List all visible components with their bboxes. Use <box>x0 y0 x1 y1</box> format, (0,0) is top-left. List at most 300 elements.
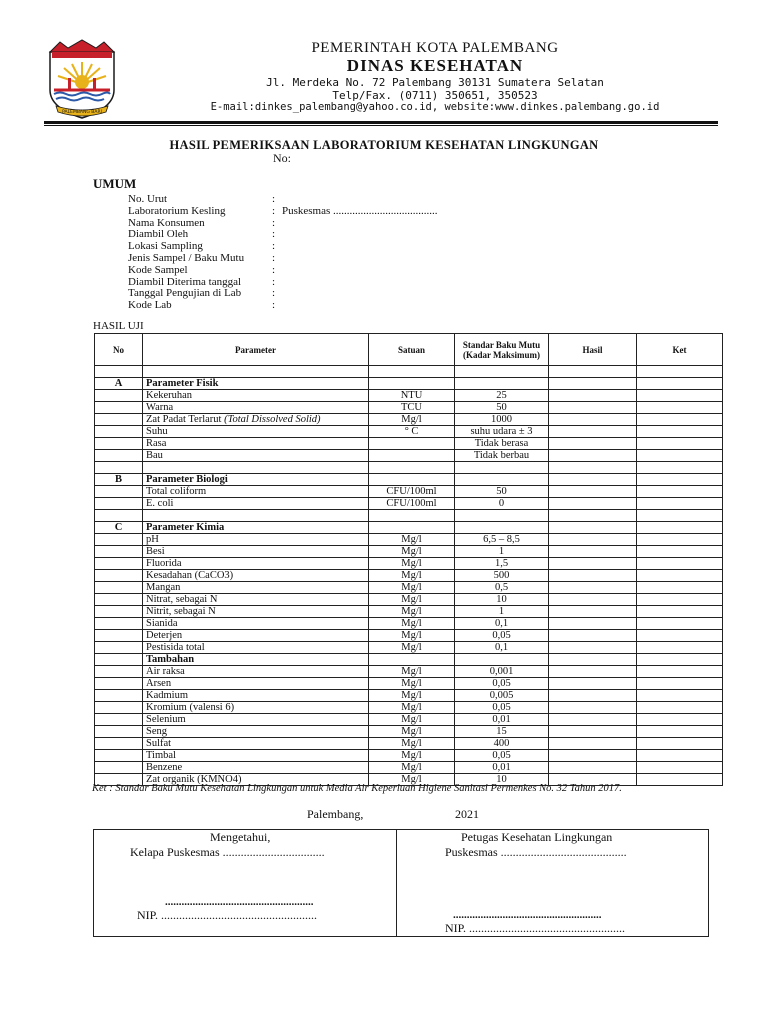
cell-parameter <box>143 462 369 474</box>
table-row <box>95 594 723 606</box>
svg-text:PALEMBANG BARI: PALEMBANG BARI <box>62 110 102 115</box>
cell-satuan: Mg/l <box>369 558 455 570</box>
cell-standar <box>455 654 549 666</box>
phone-fax-line: Telp/Fax. (0711) 350651, 350523 <box>332 89 538 102</box>
cell-no <box>95 690 143 702</box>
parameter-text: Warna <box>146 402 174 413</box>
cell-hasil[interactable] <box>549 450 637 462</box>
cell-ket[interactable] <box>637 606 723 618</box>
header-rule-thin <box>44 125 718 126</box>
parameter-text: Bau <box>146 450 163 461</box>
table-row <box>95 414 723 426</box>
table-row <box>95 486 723 498</box>
cell-no <box>95 462 143 474</box>
cell-satuan <box>369 654 455 666</box>
table-row <box>95 678 723 690</box>
cell-satuan: Mg/l <box>369 762 455 774</box>
cell-no: B <box>95 474 143 486</box>
sig-left-heading: Mengetahui, <box>210 830 271 844</box>
cell-hasil[interactable] <box>549 594 637 606</box>
cell-ket[interactable] <box>637 714 723 726</box>
sig-right-name-line: ...................................................... <box>453 909 602 921</box>
info-colon: : <box>272 228 276 241</box>
cell-satuan: Mg/l <box>369 546 455 558</box>
cell-parameter <box>143 762 369 774</box>
info-colon: : <box>272 193 276 205</box>
cell-no <box>95 582 143 594</box>
cell-no <box>95 702 143 714</box>
cell-standar <box>455 474 549 486</box>
cell-parameter <box>143 486 369 498</box>
cell-standar <box>455 378 549 390</box>
cell-no <box>95 654 143 666</box>
parameter-text: Kesadahan (CaCO3) <box>146 570 234 581</box>
cell-satuan: Mg/l <box>369 606 455 618</box>
cell-parameter <box>143 402 369 414</box>
table-row <box>95 606 723 618</box>
cell-standar: 400 <box>455 738 549 750</box>
cell-parameter <box>143 618 369 630</box>
header-rule-thick <box>44 121 718 124</box>
table-row <box>95 474 723 486</box>
table-row <box>95 582 723 594</box>
cell-standar: 0,05 <box>455 750 549 762</box>
cell-standar: 0,5 <box>455 582 549 594</box>
cell-no <box>95 402 143 414</box>
parameter-text: Rasa <box>146 438 167 449</box>
cell-ket[interactable] <box>637 750 723 762</box>
parameter-text: E. coli <box>146 498 174 509</box>
cell-hasil[interactable] <box>549 462 637 474</box>
cell-satuan: Mg/l <box>369 582 455 594</box>
parameter-text: Kadmium <box>146 690 188 701</box>
cell-hasil[interactable] <box>549 438 637 450</box>
cell-ket[interactable] <box>637 534 723 546</box>
table-row <box>95 654 723 666</box>
table-row <box>95 534 723 546</box>
cell-satuan <box>369 366 455 378</box>
parameter-text: Total coliform <box>146 486 207 497</box>
cell-hasil[interactable] <box>549 678 637 690</box>
table-row <box>95 666 723 678</box>
cell-satuan: Mg/l <box>369 690 455 702</box>
cell-ket[interactable] <box>637 690 723 702</box>
cell-ket[interactable] <box>637 642 723 654</box>
cell-standar <box>455 522 549 534</box>
cell-hasil[interactable] <box>549 606 637 618</box>
cell-ket[interactable] <box>637 738 723 750</box>
cell-hasil[interactable] <box>549 426 637 438</box>
cell-satuan <box>369 522 455 534</box>
cell-parameter <box>143 366 369 378</box>
cell-parameter <box>143 390 369 402</box>
parameter-text: Nitrat, sebagai N <box>146 594 218 605</box>
cell-standar: 0,05 <box>455 678 549 690</box>
table-row <box>95 366 723 378</box>
header-satuan: Satuan <box>369 334 455 366</box>
cell-parameter <box>143 714 369 726</box>
cell-ket[interactable] <box>637 702 723 714</box>
sig-left-nip: NIP. .................................................... <box>137 908 318 922</box>
cell-ket[interactable] <box>637 558 723 570</box>
cell-standar: 25 <box>455 390 549 402</box>
cell-ket[interactable] <box>637 510 723 522</box>
cell-no <box>95 390 143 402</box>
cell-no <box>95 510 143 522</box>
table-row <box>95 450 723 462</box>
cell-no <box>95 366 143 378</box>
cell-parameter <box>143 738 369 750</box>
table-row <box>95 438 723 450</box>
info-label: Diambil Diterima tanggal <box>128 275 242 288</box>
section-heading-umum: UMUM <box>93 176 137 191</box>
email-website-line: E-mail:dinkes_palembang@yahoo.co.id, website:www.dinkes.palembang.go.id <box>210 101 660 113</box>
cell-satuan: Mg/l <box>369 774 455 786</box>
cell-standar: 0,1 <box>455 642 549 654</box>
table-row <box>95 618 723 630</box>
cell-no <box>95 726 143 738</box>
info-label: Tanggal Pengujian di Lab <box>128 287 242 300</box>
header-hasil: Hasil <box>549 334 637 366</box>
sig-right-nip: NIP. .................................................... <box>445 921 626 935</box>
cell-satuan <box>369 462 455 474</box>
cell-no <box>95 558 143 570</box>
cell-no <box>95 750 143 762</box>
cell-standar: 15 <box>455 726 549 738</box>
parameter-text: Zat Padat Terlarut <box>146 414 225 425</box>
cell-hasil[interactable] <box>549 762 637 774</box>
table-row <box>95 546 723 558</box>
cell-hasil[interactable] <box>549 366 637 378</box>
cell-no <box>95 678 143 690</box>
cell-hasil[interactable] <box>549 378 637 390</box>
parameter-text: Air raksa <box>146 666 185 677</box>
cell-parameter <box>143 498 369 510</box>
cell-parameter <box>143 750 369 762</box>
cell-satuan: Mg/l <box>369 594 455 606</box>
sig-right-heading: Petugas Kesehatan Lingkungan <box>461 830 613 844</box>
cell-satuan: Mg/l <box>369 642 455 654</box>
signature-divider <box>396 829 397 936</box>
cell-hasil[interactable] <box>549 474 637 486</box>
cell-no <box>95 498 143 510</box>
parameter-text: Mangan <box>146 582 181 593</box>
cell-no <box>95 534 143 546</box>
cell-hasil[interactable] <box>549 582 637 594</box>
cell-satuan: Mg/l <box>369 702 455 714</box>
cell-hasil[interactable] <box>549 630 637 642</box>
cell-satuan: Mg/l <box>369 666 455 678</box>
cell-no <box>95 630 143 642</box>
cell-ket[interactable] <box>637 426 723 438</box>
parameter-text: Seng <box>146 726 167 737</box>
cell-no: C <box>95 522 143 534</box>
cell-satuan: Mg/l <box>369 714 455 726</box>
cell-hasil[interactable] <box>549 666 637 678</box>
cell-satuan: ° C <box>369 426 455 438</box>
cell-satuan <box>369 510 455 522</box>
cell-hasil[interactable] <box>549 702 637 714</box>
sig-left-role: Kelapa Puskesmas .................................. <box>130 845 325 859</box>
cell-satuan: Mg/l <box>369 750 455 762</box>
cell-ket[interactable] <box>637 438 723 450</box>
cell-ket[interactable] <box>637 498 723 510</box>
cell-standar: 0,05 <box>455 702 549 714</box>
cell-standar <box>455 510 549 522</box>
address-line: Jl. Merdeka No. 72 Palembang 30131 Sumatera Selatan <box>266 76 604 89</box>
cell-ket[interactable] <box>637 462 723 474</box>
header-parameter: Parameter <box>143 334 369 366</box>
cell-hasil[interactable] <box>549 654 637 666</box>
cell-ket[interactable] <box>637 666 723 678</box>
document-number: No: <box>273 151 291 165</box>
table-row <box>95 690 723 702</box>
cell-satuan: Mg/l <box>369 618 455 630</box>
cell-parameter <box>143 594 369 606</box>
cell-standar: 1000 <box>455 414 549 426</box>
cell-hasil[interactable] <box>549 498 637 510</box>
info-label: No. Urut <box>128 193 168 205</box>
cell-parameter <box>143 474 369 486</box>
table-row <box>95 726 723 738</box>
header-no: No <box>95 334 143 366</box>
cell-no <box>95 414 143 426</box>
table-row <box>95 762 723 774</box>
parameter-text: Timbal <box>146 750 176 761</box>
cell-no <box>95 606 143 618</box>
cell-parameter <box>143 582 369 594</box>
table-row <box>95 630 723 642</box>
cell-ket[interactable] <box>637 378 723 390</box>
government-name: PEMERINTAH KOTA PALEMBANG <box>311 40 559 56</box>
table-row <box>95 558 723 570</box>
info-label: Nama Konsumen <box>128 216 205 229</box>
parameter-text: Parameter Kimia <box>146 522 225 533</box>
cell-no <box>95 450 143 462</box>
cell-no <box>95 594 143 606</box>
cell-satuan: Mg/l <box>369 630 455 642</box>
cell-no <box>95 486 143 498</box>
cell-standar: 0,01 <box>455 762 549 774</box>
cell-ket[interactable] <box>637 678 723 690</box>
sig-right-role: Puskesmas .......................................... <box>445 845 627 859</box>
cell-satuan <box>369 474 455 486</box>
cell-hasil[interactable] <box>549 738 637 750</box>
cell-standar <box>455 462 549 474</box>
info-label: Laboratorium Kesling <box>128 204 226 217</box>
cell-ket[interactable] <box>637 414 723 426</box>
cell-ket[interactable] <box>637 486 723 498</box>
cell-parameter <box>143 414 369 426</box>
info-colon: : <box>272 216 276 229</box>
sig-left-name-line: ...................................................... <box>165 896 314 908</box>
cell-parameter <box>143 450 369 462</box>
cell-ket[interactable] <box>637 654 723 666</box>
cell-hasil[interactable] <box>549 714 637 726</box>
table-row <box>95 426 723 438</box>
cell-standar: 10 <box>455 594 549 606</box>
cell-standar: 1 <box>455 606 549 618</box>
cell-no: A <box>95 378 143 390</box>
parameter-text: Besi <box>146 546 165 557</box>
parameter-text: Sianida <box>146 618 178 629</box>
cell-ket[interactable] <box>637 762 723 774</box>
cell-standar: 0,005 <box>455 690 549 702</box>
parameter-text: Nitrit, sebagai N <box>146 606 216 617</box>
cell-no <box>95 738 143 750</box>
info-colon: : <box>272 263 276 276</box>
cell-ket[interactable] <box>637 366 723 378</box>
cell-ket[interactable] <box>637 390 723 402</box>
cell-hasil[interactable] <box>549 534 637 546</box>
cell-standar: Tidak berbau <box>455 450 549 462</box>
cell-hasil[interactable] <box>549 510 637 522</box>
cell-no <box>95 762 143 774</box>
table-row <box>95 522 723 534</box>
cell-ket[interactable] <box>637 582 723 594</box>
cell-satuan: Mg/l <box>369 678 455 690</box>
cell-ket[interactable] <box>637 570 723 582</box>
cell-satuan <box>369 438 455 450</box>
cell-standar: 0,1 <box>455 618 549 630</box>
cell-standar: 0,01 <box>455 714 549 726</box>
cell-ket[interactable] <box>637 474 723 486</box>
info-label: Lokasi Sampling <box>128 240 203 253</box>
cell-hasil[interactable] <box>549 390 637 402</box>
cell-ket[interactable] <box>637 726 723 738</box>
parameter-italic-text: (Total Dissolved Solid) <box>224 414 321 425</box>
parameter-text: Selenium <box>146 714 186 725</box>
cell-parameter <box>143 570 369 582</box>
section-heading-hasil-uji: HASIL UJI <box>93 320 144 332</box>
cell-standar: 1 <box>455 546 549 558</box>
place-label: Palembang, <box>307 807 364 821</box>
parameter-text: Arsen <box>146 678 172 689</box>
cell-no <box>95 438 143 450</box>
parameter-text: Parameter Biologi <box>146 474 228 485</box>
cell-parameter <box>143 666 369 678</box>
cell-hasil[interactable] <box>549 546 637 558</box>
parameter-text: Benzene <box>146 762 183 773</box>
cell-standar: 10 <box>455 774 549 786</box>
cell-parameter <box>143 642 369 654</box>
parameter-text: Zat organik (KMNO4) <box>146 774 242 785</box>
parameter-text: Suhu <box>146 426 168 437</box>
info-colon: : <box>272 252 276 264</box>
cell-hasil[interactable] <box>549 618 637 630</box>
table-header-row <box>95 334 723 366</box>
cell-parameter <box>143 522 369 534</box>
cell-satuan: Mg/l <box>369 726 455 738</box>
cell-standar: 0,05 <box>455 630 549 642</box>
cell-parameter <box>143 378 369 390</box>
table-row <box>95 714 723 726</box>
info-label: Kode Sampel <box>128 263 188 276</box>
info-colon: : <box>272 299 276 312</box>
cell-parameter <box>143 690 369 702</box>
parameter-text: Parameter Fisik <box>146 378 219 389</box>
cell-hasil[interactable] <box>549 414 637 426</box>
cell-hasil[interactable] <box>549 486 637 498</box>
cell-satuan <box>369 450 455 462</box>
cell-parameter <box>143 654 369 666</box>
cell-standar: 50 <box>455 402 549 414</box>
parameter-text: Fluorida <box>146 558 182 569</box>
cell-no <box>95 642 143 654</box>
parameter-text: Sulfat <box>146 738 172 749</box>
cell-parameter <box>143 438 369 450</box>
cell-parameter <box>143 678 369 690</box>
cell-satuan: Mg/l <box>369 534 455 546</box>
table-row <box>95 750 723 762</box>
cell-standar: 50 <box>455 486 549 498</box>
cell-no <box>95 666 143 678</box>
cell-hasil[interactable] <box>549 642 637 654</box>
cell-hasil[interactable] <box>549 402 637 414</box>
cell-hasil[interactable] <box>549 570 637 582</box>
info-colon: : <box>272 204 276 217</box>
cell-parameter <box>143 546 369 558</box>
cell-satuan: Mg/l <box>369 570 455 582</box>
cell-ket[interactable] <box>637 594 723 606</box>
cell-standar: 0,001 <box>455 666 549 678</box>
document-title: HASIL PEMERIKSAAN LABORATORIUM KESEHATAN LINGKUNGAN <box>169 138 599 152</box>
parameter-text: Pestisida total <box>146 642 205 653</box>
table-row <box>95 498 723 510</box>
info-label: Kode Lab <box>128 299 172 312</box>
cell-ket[interactable] <box>637 402 723 414</box>
cell-ket[interactable] <box>637 450 723 462</box>
cell-hasil[interactable] <box>549 750 637 762</box>
table-row <box>95 570 723 582</box>
table-row <box>95 378 723 390</box>
cell-no <box>95 426 143 438</box>
cell-no <box>95 546 143 558</box>
info-label: Jenis Sampel / Baku Mutu <box>128 252 245 264</box>
cell-hasil[interactable] <box>549 690 637 702</box>
cell-hasil[interactable] <box>549 522 637 534</box>
cell-parameter <box>143 426 369 438</box>
table-row <box>95 402 723 414</box>
department-name: DINAS KESEHATAN <box>346 56 524 75</box>
parameter-text: Tambahan <box>146 654 195 665</box>
cell-standar: 0 <box>455 498 549 510</box>
cell-no <box>95 714 143 726</box>
cell-hasil[interactable] <box>549 558 637 570</box>
cell-parameter <box>143 606 369 618</box>
info-value[interactable]: Puskesmas ...................................... <box>282 204 438 217</box>
header-standar: Standar Baku Mutu (Kadar Maksimum) <box>455 334 549 366</box>
cell-ket[interactable] <box>637 630 723 642</box>
cell-parameter <box>143 726 369 738</box>
cell-satuan: CFU/100ml <box>369 498 455 510</box>
cell-satuan: TCU <box>369 402 455 414</box>
header-ket: Ket <box>637 334 723 366</box>
cell-ket[interactable] <box>637 546 723 558</box>
year-label: 2021 <box>455 807 479 821</box>
cell-parameter <box>143 510 369 522</box>
cell-no <box>95 570 143 582</box>
cell-ket[interactable] <box>637 522 723 534</box>
cell-satuan: Mg/l <box>369 414 455 426</box>
parameter-text: Kromium (valensi 6) <box>146 702 235 713</box>
cell-parameter <box>143 534 369 546</box>
cell-ket[interactable] <box>637 618 723 630</box>
results-table <box>94 333 723 786</box>
footnote: Ket : Standar Baku Mutu Kesehatan Lingkungan untuk Media Air Keperluan Higiene Sanitasi Permenkes No. 32 Tahun 2017. <box>92 783 622 794</box>
cell-hasil[interactable] <box>549 726 637 738</box>
table-row <box>95 702 723 714</box>
